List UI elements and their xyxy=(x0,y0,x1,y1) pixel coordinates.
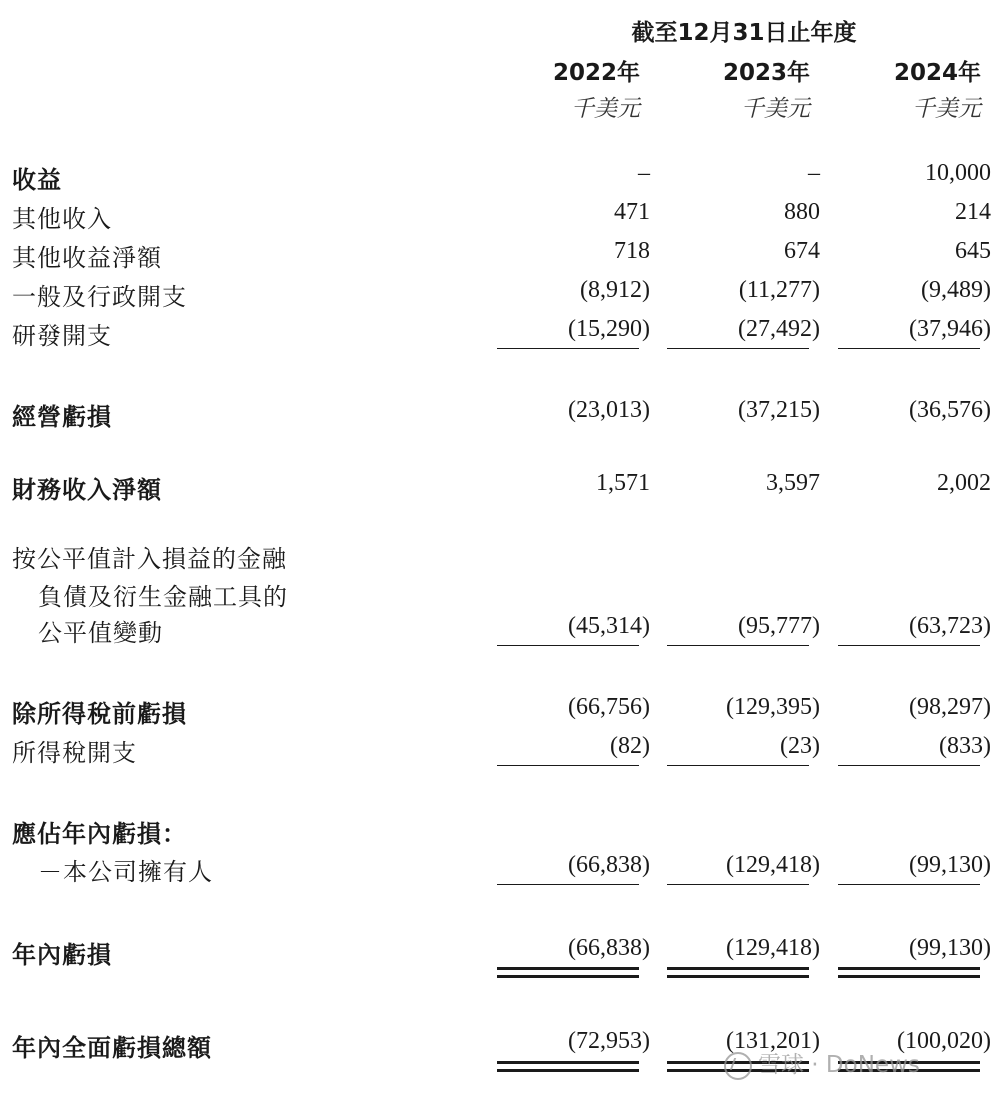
watermark-text: 雪球 · DoNews xyxy=(758,1052,920,1078)
unit-2024: 千美元 xyxy=(912,96,981,122)
row-label-fv-change-2: 負債及衍生金融工具的 xyxy=(38,583,288,611)
total-double-rule xyxy=(667,967,809,978)
period-header: 截至12月31日止年度 xyxy=(631,20,857,46)
op-loss-2024: (36,576) xyxy=(909,397,991,423)
row-label-pretax: 除所得稅前虧損 xyxy=(12,700,187,728)
year-2023: 2023年 xyxy=(722,60,810,86)
admin-2022: (8,912) xyxy=(580,277,650,303)
other-income-2024: 214 xyxy=(955,199,991,225)
subtotal-rule xyxy=(667,645,809,646)
subtotal-rule xyxy=(838,645,980,646)
row-label-other-gains: 其他收益淨額 xyxy=(12,244,162,272)
tax-2023: (23) xyxy=(780,733,820,759)
admin-2023: (11,277) xyxy=(738,277,820,303)
revenue-2022: – xyxy=(638,160,650,186)
op-loss-2023: (37,215) xyxy=(738,397,820,423)
row-label-fv-change-1: 按公平值計入損益的金融 xyxy=(12,545,287,573)
row-label-other-income: 其他收入 xyxy=(12,205,112,233)
snowball-logo-icon xyxy=(724,1052,752,1080)
total-double-rule xyxy=(838,967,980,978)
subtotal-rule xyxy=(838,884,980,885)
year-2024: 2024年 xyxy=(893,60,981,86)
row-label-fin-income: 財務收入淨額 xyxy=(12,476,162,504)
subtotal-rule xyxy=(667,765,809,766)
subtotal-rule xyxy=(838,348,980,349)
row-label-fv-change-3: 公平值變動 xyxy=(38,619,163,647)
pretax-2023: (129,395) xyxy=(726,694,820,720)
subtotal-rule xyxy=(497,765,639,766)
fin-income-2022: 1,571 xyxy=(596,470,650,496)
row-label-attrib: 應佔年內虧損： xyxy=(12,820,187,848)
fv-change-2024: (63,723) xyxy=(909,613,991,639)
subtotal-rule xyxy=(497,645,639,646)
year-loss-2023: (129,418) xyxy=(726,935,820,961)
rnd-2024: (37,946) xyxy=(909,316,991,342)
watermark xyxy=(724,1046,920,1080)
total-comp-2022: (72,953) xyxy=(568,1028,650,1054)
subtotal-rule xyxy=(497,884,639,885)
tax-2022: (82) xyxy=(610,733,650,759)
revenue-2023: – xyxy=(808,160,820,186)
rnd-2023: (27,492) xyxy=(738,316,820,342)
owners-2022: (66,838) xyxy=(568,852,650,878)
rnd-2022: (15,290) xyxy=(568,316,650,342)
year-loss-2024: (99,130) xyxy=(909,935,991,961)
owners-2024: (99,130) xyxy=(909,852,991,878)
other-income-2022: 471 xyxy=(614,199,650,225)
other-gains-2022: 718 xyxy=(614,238,650,264)
row-label-revenue: 收益 xyxy=(12,166,62,194)
fin-income-2024: 2,002 xyxy=(937,470,991,496)
other-income-2023: 880 xyxy=(784,199,820,225)
pretax-2022: (66,756) xyxy=(568,694,650,720)
row-label-tax: 所得稅開支 xyxy=(12,739,137,767)
tax-2024: (833) xyxy=(939,733,991,759)
revenue-2024: 10,000 xyxy=(925,160,991,186)
subtotal-rule xyxy=(838,765,980,766)
op-loss-2022: (23,013) xyxy=(568,397,650,423)
total-comp-2023: (131,201) xyxy=(726,1028,820,1054)
row-label-year-loss: 年內虧損 xyxy=(12,941,112,969)
unit-2023: 千美元 xyxy=(741,96,810,122)
subtotal-rule xyxy=(497,348,639,349)
row-label-admin: 一般及行政開支 xyxy=(12,283,187,311)
total-comp-2024: (100,020) xyxy=(897,1028,991,1054)
subtotal-rule xyxy=(667,884,809,885)
other-gains-2023: 674 xyxy=(784,238,820,264)
row-label-owners: －本公司擁有人 xyxy=(38,858,213,886)
owners-2023: (129,418) xyxy=(726,852,820,878)
fin-income-2023: 3,597 xyxy=(766,470,820,496)
total-double-rule xyxy=(497,967,639,978)
fv-change-2023: (95,777) xyxy=(738,613,820,639)
total-double-rule xyxy=(497,1061,639,1072)
row-label-total-comp: 年內全面虧損總額 xyxy=(12,1034,212,1062)
row-label-rnd: 研發開支 xyxy=(12,322,112,350)
other-gains-2024: 645 xyxy=(955,238,991,264)
subtotal-rule xyxy=(667,348,809,349)
year-loss-2022: (66,838) xyxy=(568,935,650,961)
fv-change-2022: (45,314) xyxy=(568,613,650,639)
row-label-op-loss: 經營虧損 xyxy=(12,403,112,431)
unit-2022: 千美元 xyxy=(571,96,640,122)
pretax-2024: (98,297) xyxy=(909,694,991,720)
year-2022: 2022年 xyxy=(552,60,640,86)
admin-2024: (9,489) xyxy=(921,277,991,303)
